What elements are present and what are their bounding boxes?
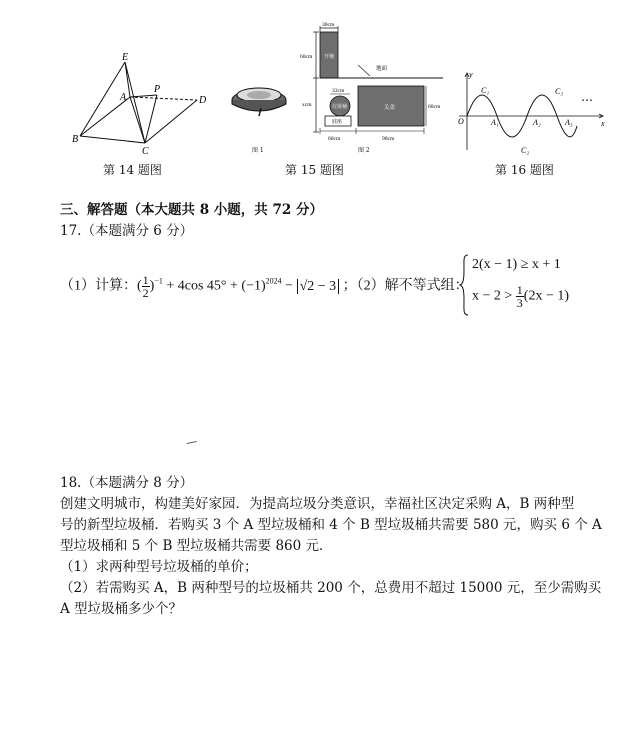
- q18-header: 18.（本题满分 8 分）: [60, 475, 194, 491]
- axis-y-label: y: [469, 70, 473, 79]
- figure-15-layout-diagram: [298, 20, 443, 145]
- q17-plus4cos: + 4cos 45° +: [166, 278, 238, 294]
- exponent-2024: 2024: [265, 276, 282, 286]
- closed-label: 关盖: [384, 105, 396, 111]
- q17-part1: （1）计算：( $\frac{1}{2}$ )$^{-1}$ + 4cos $45^\circ + (-1)^{2024} - √2 - 3$ ；（2）解不等式组：: [60, 273, 469, 300]
- q18-line-6: A 型垃圾桶多少个？: [60, 601, 183, 617]
- exponent-neg1: −1: [154, 276, 163, 286]
- fraction-one-third: $\frac{1}{3}$: [516, 283, 523, 310]
- point-a2-label: A₂: [533, 118, 541, 127]
- base-label: 底座: [332, 120, 343, 125]
- inequality-2-rhs: (2x − 1): [523, 288, 570, 304]
- inequality-2-lhs: x − 2 >: [472, 288, 513, 304]
- q17-minus: −: [285, 278, 294, 294]
- open-lid-label: 开桶: [324, 55, 335, 60]
- q18-line-2: 号的新型垃圾桶．若购买 3 个 A 型垃圾桶和 4 个 B 型垃圾桶共需要 580 元，购买 6 个 A: [60, 517, 602, 533]
- point-c2-label: C₂: [521, 146, 530, 155]
- q17-sep: ；（2）解不等式组：: [342, 278, 469, 294]
- dim-x-label: xcm: [302, 102, 312, 108]
- ground-label: 地面: [376, 66, 388, 72]
- inequality-2: [472, 284, 569, 309]
- point-a3-label: A₃: [565, 118, 573, 127]
- point-p-label: P: [154, 84, 161, 95]
- bin-label: 垃圾桶: [332, 105, 348, 110]
- point-e-label: E: [122, 52, 129, 63]
- fraction-one-half: $\frac{1}{2}$: [142, 273, 149, 300]
- system-brace: [459, 254, 469, 316]
- q17-part1-label: （1）计算：: [60, 278, 137, 294]
- point-b-label: B: [72, 134, 79, 145]
- point-d-label: D: [199, 95, 207, 106]
- dim-60cm-right-label: 60cm: [428, 104, 441, 110]
- scan-mark: [187, 441, 198, 447]
- point-c1-label: C₁: [481, 86, 490, 95]
- dim-30cm-label: 30cm: [322, 22, 335, 28]
- dim-90cm-label: 90cm: [382, 136, 395, 142]
- q18-line-5: （2）若需购买 A，B 两种型号的垃圾桶共 200 个，总费用不超过 15000 元，至少需购买: [60, 580, 602, 596]
- dim-60cm-bottom-label: 60cm: [328, 136, 341, 142]
- figure-15-sub2-caption: 图 2: [358, 147, 370, 154]
- figure-14-diagram: [70, 50, 220, 155]
- q18-line-4: （1）求两种型号垃圾桶的单价；: [60, 559, 258, 575]
- dim-60cm-label: 60cm: [300, 54, 313, 60]
- figure-16-caption: 第 16 题图: [495, 163, 554, 177]
- point-a-label: A: [120, 92, 127, 103]
- q17-header: 17.（本题满分 6 分）: [60, 223, 194, 239]
- figure-15-bin-photo: [228, 80, 290, 120]
- figure-16-graph: [455, 68, 610, 158]
- figure-15-caption: 第 15 题图: [285, 163, 344, 177]
- q18-line-3: 型垃圾桶和 5 个 B 型垃圾桶共需要 860 元．: [60, 538, 333, 554]
- q17-neg1: (−1): [241, 278, 266, 294]
- abs-value: √2 − 3: [297, 279, 340, 294]
- ellipsis-label: ⋯: [581, 93, 593, 107]
- origin-label: O: [458, 117, 464, 126]
- point-c3-label: C₃: [555, 87, 564, 96]
- dim-33cm-label: 33cm: [332, 88, 345, 94]
- inequality-1: 2(x − 1) ≥ x + 1: [472, 257, 561, 272]
- point-c-label: C: [142, 146, 149, 155]
- figure-15-sub1-caption: 图 1: [252, 147, 264, 154]
- figure-14-caption: 第 14 题图: [103, 163, 162, 177]
- section-title: 三、解答题（本大题共 8 小题，共 72 分）: [60, 202, 323, 218]
- point-a1-label: A₁: [491, 118, 499, 127]
- q18-line-1: 创建文明城市，构建美好家园．为提高垃圾分类意识，幸福社区决定采购 A，B 两种型: [60, 496, 575, 512]
- axis-x-label: x: [601, 119, 605, 128]
